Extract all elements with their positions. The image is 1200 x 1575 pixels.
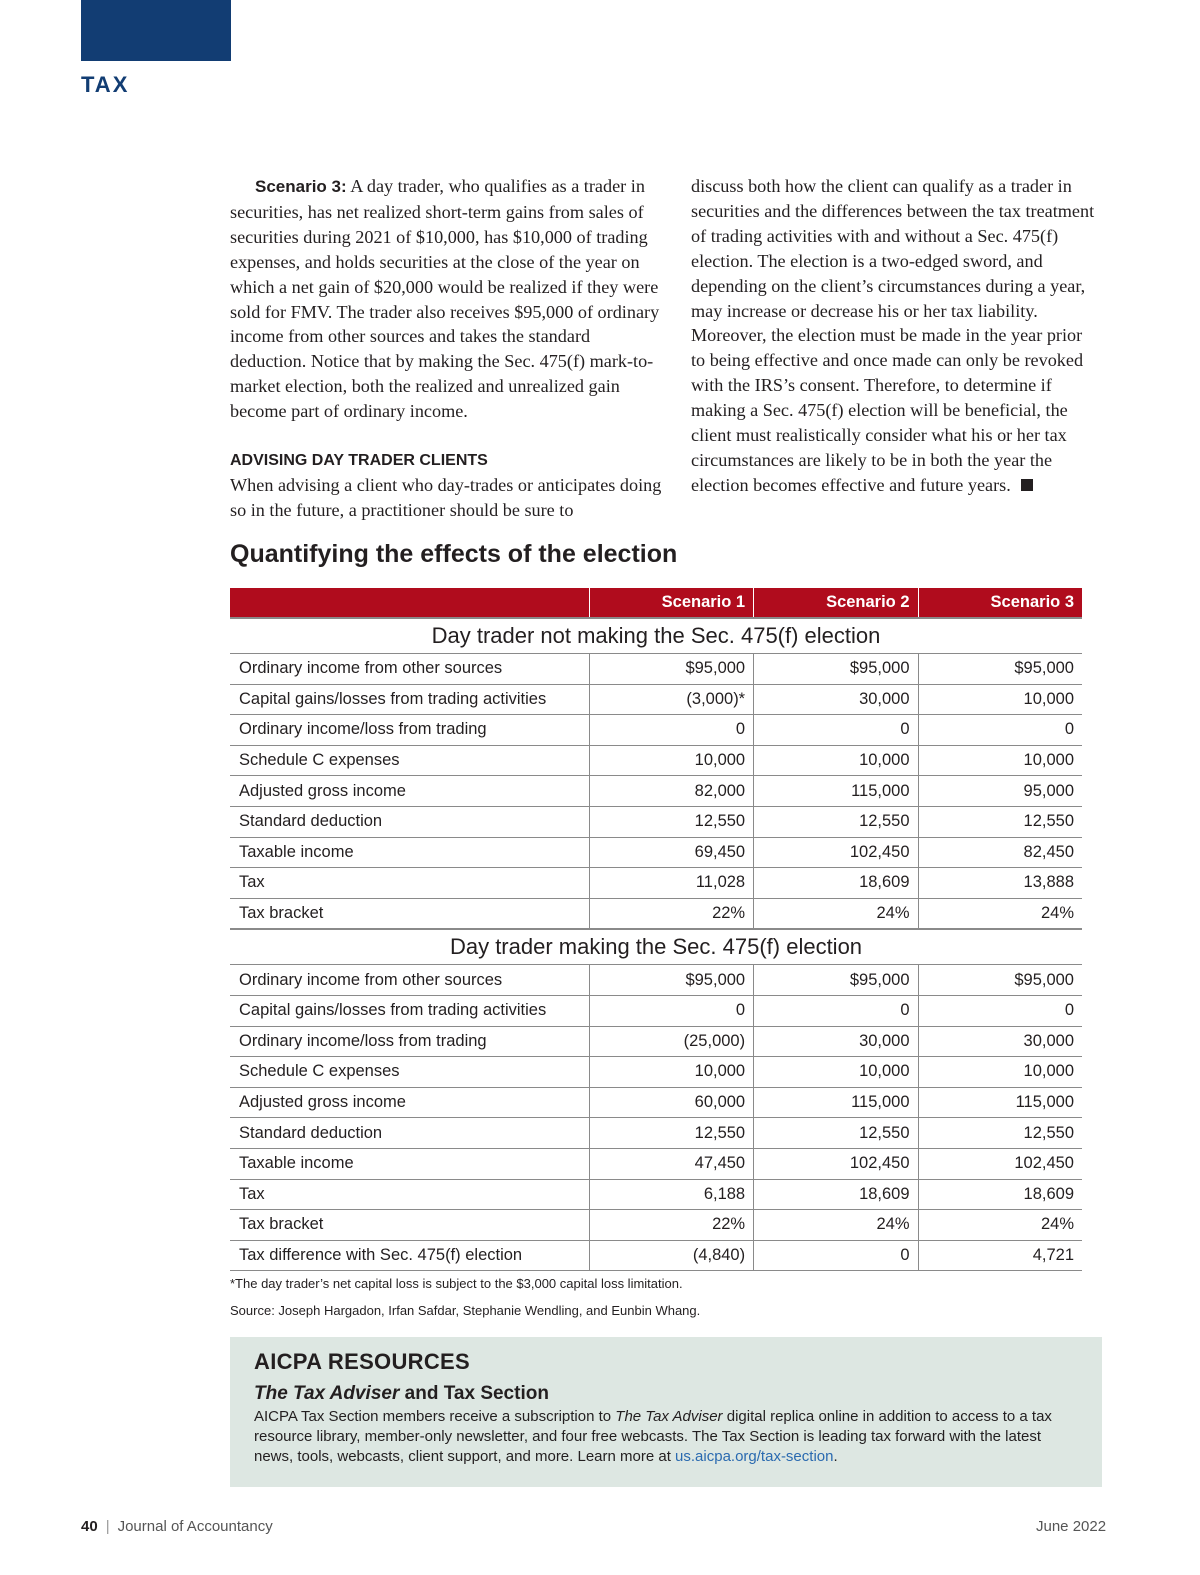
advising-paragraph: When advising a client who day-trades or anticipates doing so in the future, a practitioner should be sure to <box>230 475 662 520</box>
table-row <box>230 1118 1082 1149</box>
resources-body-part-2: digital replica online in addition to access to a tax resource library, member-only newsletter, and four free webcasts. The Tax Section is leading tax forward with the latest news, tools, webcasts, client support, and more. Learn more at <box>254 1408 1052 1465</box>
row-label: Tax <box>230 868 589 899</box>
row-label: Standard deduction <box>230 1118 589 1149</box>
resources-body-end: . <box>833 1448 838 1465</box>
scenario-3-value: 24% <box>918 1210 1082 1241</box>
row-label: Adjusted gross income <box>230 1087 589 1118</box>
row-label: Ordinary income/loss from trading <box>230 715 589 746</box>
group-label: Day trader not making the Sec. 475(f) election <box>230 618 1082 654</box>
table-header-row <box>230 588 1082 618</box>
table-row <box>230 745 1082 776</box>
scenario-3-value: 30,000 <box>918 1026 1082 1057</box>
table-row <box>230 806 1082 837</box>
table-title: Quantifying the effects of the election <box>230 540 678 568</box>
table-row <box>230 965 1082 996</box>
scenario-3-value: 115,000 <box>918 1087 1082 1118</box>
scenario-3-value: $95,000 <box>918 654 1082 685</box>
row-label: Ordinary income/loss from trading <box>230 1026 589 1057</box>
scenario-2-value: $95,000 <box>754 965 918 996</box>
scenario-1-value: $95,000 <box>589 654 753 685</box>
scenario-1-value: 6,188 <box>589 1179 753 1210</box>
scenario-1-value: 69,450 <box>589 837 753 868</box>
header-scenario-3: Scenario 3 <box>918 588 1082 618</box>
scenario-3-value: 10,000 <box>918 1057 1082 1088</box>
scenario-3-value: $95,000 <box>918 965 1082 996</box>
row-label: Taxable income <box>230 1148 589 1179</box>
scenario-1-value: (25,000) <box>589 1026 753 1057</box>
scenario-2-value: 12,550 <box>754 806 918 837</box>
row-label: Capital gains/losses from trading activities <box>230 684 589 715</box>
scenario-1-value: 10,000 <box>589 1057 753 1088</box>
scenario-1-value: 22% <box>589 1210 753 1241</box>
scenario-1-value: 22% <box>589 898 753 929</box>
article-right-column <box>691 174 1095 498</box>
header-scenario-2: Scenario 2 <box>754 588 918 618</box>
scenario-2-value: 30,000 <box>754 1026 918 1057</box>
scenario-1-value: 0 <box>589 995 753 1026</box>
scenario-3-value: 82,450 <box>918 837 1082 868</box>
resources-body <box>254 1407 1078 1467</box>
row-label: Ordinary income from other sources <box>230 965 589 996</box>
table-row <box>230 1026 1082 1057</box>
scenario-2-value: 18,609 <box>754 1179 918 1210</box>
header-color-bar <box>81 0 231 61</box>
scenario-2-value: 18,609 <box>754 868 918 899</box>
table-row <box>230 1240 1082 1271</box>
table-row <box>230 776 1082 807</box>
row-label: Tax bracket <box>230 898 589 929</box>
scenario-2-value: 102,450 <box>754 1148 918 1179</box>
scenario-3-value: 12,550 <box>918 806 1082 837</box>
row-label: Schedule C expenses <box>230 745 589 776</box>
resources-heading: AICPA RESOURCES <box>254 1349 470 1374</box>
scenario-1-value: 10,000 <box>589 745 753 776</box>
table-row <box>230 898 1082 929</box>
table-group-header <box>230 618 1082 654</box>
scenario-2-value: 102,450 <box>754 837 918 868</box>
article-left-column <box>230 174 666 523</box>
scenario-3-value: 12,550 <box>918 1118 1082 1149</box>
right-column-text: discuss both how the client can qualify as a trader in securities and the differences between the tax treatment of trading activities with and without a Sec. 475(f) election. The election is a two-edged sword, and depending on the client’s circumstances during a year, may increase or decrease his or her tax liability. Moreover, the election must be made in the year prior to being effective and once made can only be revoked with the IRS’s consent. Therefore, to determine if making a Sec. 475(f) election will be beneficial, the client must realistically consider what his or her tax circumstances are likely to be in both the year the election becomes effective and future years. <box>691 176 1095 495</box>
scenario-1-value: 12,550 <box>589 1118 753 1149</box>
scenario-2-value: 10,000 <box>754 745 918 776</box>
row-label: Capital gains/losses from trading activities <box>230 995 589 1026</box>
row-label: Adjusted gross income <box>230 776 589 807</box>
row-label: Tax <box>230 1179 589 1210</box>
scenario3-paragraph <box>230 174 666 424</box>
scenario3-text: A day trader, who qualifies as a trader in securities, has net realized short-term gains from sales of securities during 2021 of $10,000, has $10,000 of trading expenses, and holds securities at the close of the year on which a net gain of $20,000 would be realized if they were sold for FMV. The trader also receives $95,000 of ordinary income from other sources and takes the standard deduction. Notice that by making the Sec. 475(f) mark-to-market election, both the realized and unrealized gain become part of ordinary income. <box>230 176 660 422</box>
scenario-3-value: 102,450 <box>918 1148 1082 1179</box>
table-row <box>230 1179 1082 1210</box>
right-column-paragraph <box>691 174 1095 498</box>
scenario-2-value: 0 <box>754 715 918 746</box>
scenario-3-value: 10,000 <box>918 745 1082 776</box>
scenario-2-value: 0 <box>754 995 918 1026</box>
scenario-1-value: 47,450 <box>589 1148 753 1179</box>
section-tag: TAX <box>81 72 130 97</box>
table-row <box>230 1210 1082 1241</box>
end-of-article-mark <box>1021 479 1033 491</box>
page-footer <box>81 1518 273 1535</box>
row-label: Schedule C expenses <box>230 1057 589 1088</box>
scenario-1-value: 0 <box>589 715 753 746</box>
scenario-3-value: 4,721 <box>918 1240 1082 1271</box>
issue-date: June 2022 <box>1036 1518 1107 1535</box>
row-label: Standard deduction <box>230 806 589 837</box>
row-label: Tax difference with Sec. 475(f) election <box>230 1240 589 1271</box>
scenario-1-value: (4,840) <box>589 1240 753 1271</box>
group-label: Day trader making the Sec. 475(f) election <box>230 929 1082 965</box>
table-row <box>230 1057 1082 1088</box>
scenario-3-value: 0 <box>918 715 1082 746</box>
row-label: Ordinary income from other sources <box>230 654 589 685</box>
scenario-2-value: 30,000 <box>754 684 918 715</box>
table-source: Source: Joseph Hargadon, Irfan Safdar, Stephanie Wendling, and Eunbin Whang. <box>230 1303 701 1318</box>
table-row <box>230 1087 1082 1118</box>
table-group-header <box>230 929 1082 965</box>
scenario-3-value: 24% <box>918 898 1082 929</box>
table-row <box>230 1148 1082 1179</box>
scenario-3-value: 10,000 <box>918 684 1082 715</box>
row-label: Taxable income <box>230 837 589 868</box>
table-row <box>230 715 1082 746</box>
scenario-2-value: 24% <box>754 1210 918 1241</box>
resources-subheading <box>254 1383 1078 1405</box>
scenario-3-value: 18,609 <box>918 1179 1082 1210</box>
row-label: Tax bracket <box>230 1210 589 1241</box>
scenario3-lead: Scenario 3: <box>255 177 347 196</box>
scenario-1-value: 82,000 <box>589 776 753 807</box>
footer-separator: | <box>105 1518 110 1535</box>
publication-name: Journal of Accountancy <box>117 1518 273 1535</box>
scenario-1-value: (3,000)* <box>589 684 753 715</box>
table-row <box>230 684 1082 715</box>
scenario-2-value: $95,000 <box>754 654 918 685</box>
tax-section-link[interactable]: us.aicpa.org/tax-section <box>675 1448 834 1465</box>
table-row <box>230 995 1082 1026</box>
election-effects-table <box>230 588 1082 1271</box>
table-body <box>230 618 1082 1271</box>
scenario-2-value: 115,000 <box>754 776 918 807</box>
header-scenario-1: Scenario 1 <box>589 588 753 618</box>
resources-body-part-1: AICPA Tax Section members receive a subscription to <box>254 1408 616 1425</box>
scenario-3-value: 95,000 <box>918 776 1082 807</box>
aicpa-resources-box <box>230 1337 1102 1487</box>
scenario-2-value: 0 <box>754 1240 918 1271</box>
scenario-2-value: 24% <box>754 898 918 929</box>
scenario-1-value: 12,550 <box>589 806 753 837</box>
scenario-3-value: 0 <box>918 995 1082 1026</box>
header-blank-cell <box>230 588 589 618</box>
resources-sub-italic: The Tax Adviser <box>254 1383 400 1404</box>
scenario-2-value: 10,000 <box>754 1057 918 1088</box>
table-footnote: *The day trader’s net capital loss is subject to the $3,000 capital loss limitation. <box>230 1276 683 1291</box>
resources-sub-rest: and Tax Section <box>399 1383 549 1404</box>
resources-body-italic: The Tax Adviser <box>615 1408 723 1425</box>
scenario-1-value: $95,000 <box>589 965 753 996</box>
scenario-2-value: 115,000 <box>754 1087 918 1118</box>
scenario-1-value: 60,000 <box>589 1087 753 1118</box>
page-number: 40 <box>81 1518 98 1535</box>
table-row <box>230 837 1082 868</box>
table-row <box>230 868 1082 899</box>
scenario-3-value: 13,888 <box>918 868 1082 899</box>
scenario-2-value: 12,550 <box>754 1118 918 1149</box>
table-row <box>230 654 1082 685</box>
advising-subhead: ADVISING DAY TRADER CLIENTS <box>230 452 488 470</box>
scenario-1-value: 11,028 <box>589 868 753 899</box>
